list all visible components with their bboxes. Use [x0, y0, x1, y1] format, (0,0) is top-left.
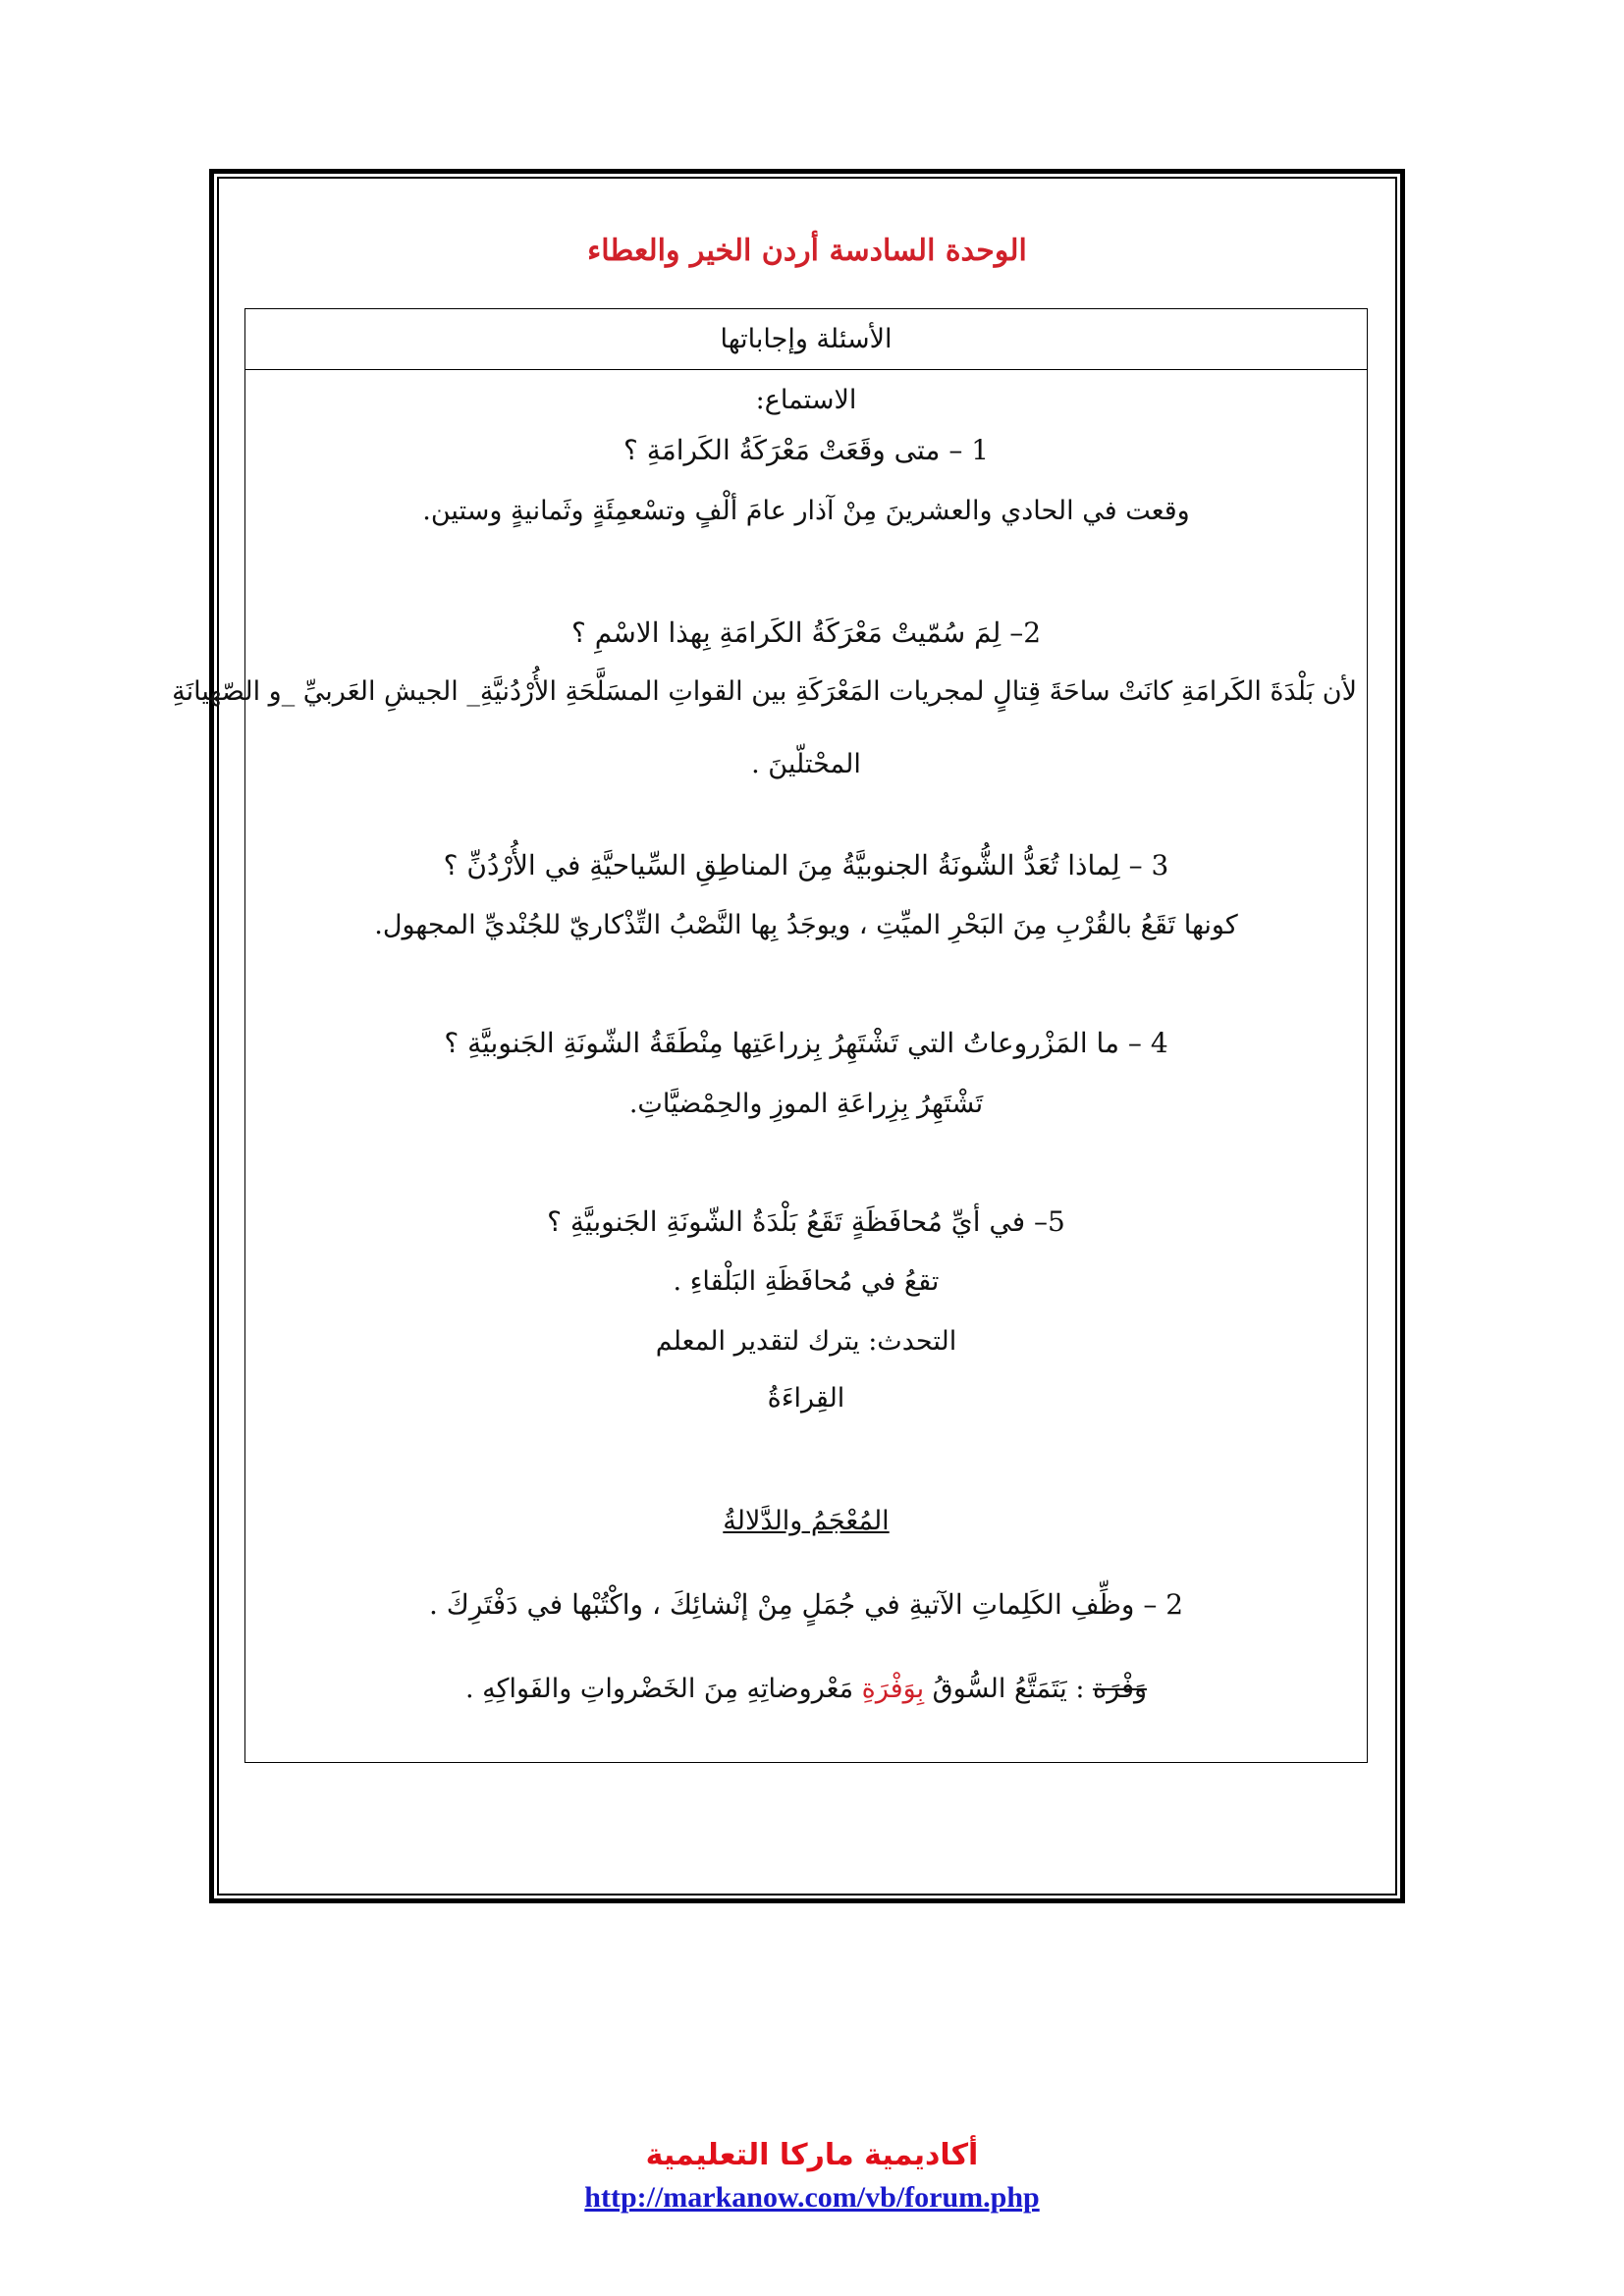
footer-link[interactable]: http://markanow.com/vb/forum.php — [584, 2181, 1040, 2214]
answer-2-line-2: المحْتلّينَ . — [751, 749, 861, 779]
lexicon-heading — [245, 1502, 1367, 1541]
question-5: 5– في أيِّ مُحافَظَةٍ تَقَعُ بَلْدَةُ الشّونَةِ الجَنوبيَّةِ ؟ — [547, 1205, 1065, 1238]
box-header: الأسئلة وإجاباتها — [245, 309, 1367, 370]
answer-2-line-1: لأن بَلْدَةَ الكَرامَةِ كانَتْ ساحَةَ قِتالٍ لمجريات المَعْرَكَةِ بين القواتِ المسَلَّحَةِ الأُرْدُنيَّةِ_ الجيشِ العَربيِّ _و الصّهيانَةِ — [172, 676, 1357, 707]
example-before: يَتَمَتَّعُ السُّوقُ — [924, 1674, 1067, 1704]
answer-5: تقعُ في مُحافَظَةِ البَلْقاءِ . — [673, 1266, 940, 1297]
answer-4: تَشْتَهِرُ بِزِراعَةِ الموزِ والحِمْضيَّاتِ. — [628, 1089, 984, 1119]
answer-3: كونها تَقَعُ بالقُرْبِ مِنَ البَحْرِ الميِّتِ ، ويوجَدُ بِها النَّصْبُ التِّذْكاريّ للجُنْديِّ المجهول. — [374, 910, 1238, 940]
example-highlight: بِوَفْرَةِ — [861, 1674, 925, 1704]
example-word: وَفْرَة — [1093, 1674, 1148, 1704]
listening-label: الاستماع: — [755, 385, 857, 415]
question-2: 2– لِمَ سُمّيتْ مَعْرَكَةُ الكَرامَةِ بِهذا الاسْمِ ؟ — [570, 616, 1042, 649]
example-after: مَعْروضاتِهِ مِنَ الخَضْرواتِ والفَواكِهِ . — [464, 1674, 862, 1704]
reading-label: القِراءَةُ — [767, 1383, 845, 1414]
question-4: 4 – ما المَزْروعاتُ التي تَشْتَهِرُ بِزراعَتِها مِنْطَقَةُ الشّونَةِ الجَنوبيَّةِ ؟ — [444, 1027, 1168, 1059]
exercise-instruction: 2 – وظِّفِ الكَلِماتِ الآتيةِ في جُمَلٍ مِنْ إنْشائِكَ ، واكْتُبْها في دَفْتَرِكَ . — [428, 1588, 1184, 1621]
footer-title: أكاديمية ماركا التعليمية — [645, 2138, 979, 2172]
example-sentence — [245, 1670, 1367, 1709]
example-sep: : — [1066, 1674, 1094, 1704]
speaking-line: التحدث: يترك لتقدير المعلم — [655, 1326, 957, 1357]
question-1: 1 – متى وقَعَتْ مَعْرَكَةُ الكَرامَةِ ؟ — [623, 434, 990, 466]
answer-1: وقعت في الحادي والعشرينَ مِنْ آذار عامَ ألْفٍ وتسْعمِئَةٍ وثَمانيةٍ وستين. — [422, 496, 1190, 526]
lexicon-heading-text: المُعْجَمُ والدَّلالةُ — [723, 1506, 890, 1536]
unit-title: الوحدة السادسة أردن الخير والعطاء — [587, 234, 1027, 268]
question-3: 3 – لِماذا تُعَدُّ الشُّونَةُ الجنوبيَّةُ مِنَ المناطِقِ السِّياحيَّةِ في الأُرْدُنِّ ؟ — [443, 849, 1169, 881]
content-box — [172, 308, 1368, 1763]
